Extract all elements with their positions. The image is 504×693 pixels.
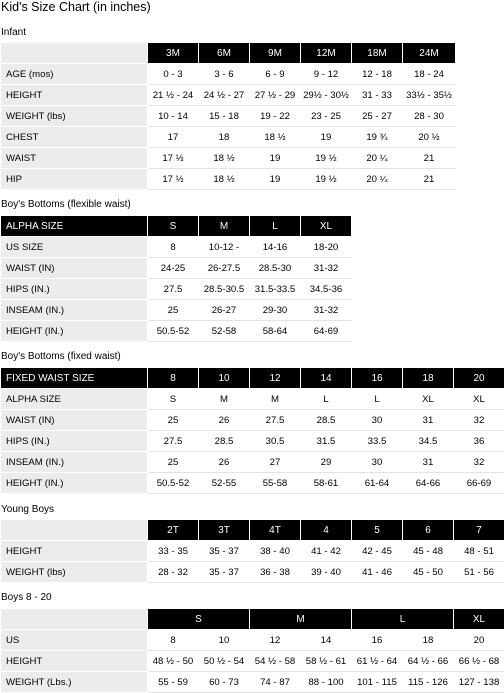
table-cell: 30 [352, 410, 403, 431]
table-row [1, 410, 504, 431]
table-cell: 58-61 [301, 473, 352, 494]
table-row [1, 321, 352, 342]
table-cell: 31-32 [301, 258, 352, 279]
row-label: HEIGHT [1, 651, 148, 672]
table-cell: 19 [250, 169, 301, 190]
table-cell: 27 ½ - 29 [250, 85, 301, 106]
table-cell: 20 ¼ [352, 148, 403, 169]
size-group-header: M [250, 609, 352, 630]
section-title-infant: Infant [1, 27, 27, 38]
table-cell: 28.5-30.5 [199, 279, 250, 300]
size-header: 12M [301, 43, 352, 64]
table-cell: 26-27.5 [199, 258, 250, 279]
header-blank [1, 520, 148, 541]
size-header: 4T [250, 520, 301, 541]
table-cell: 27.5 [250, 410, 301, 431]
size-header: 2T [148, 520, 199, 541]
table-cell: 48 ½ - 50 [148, 651, 199, 672]
header-row [1, 609, 504, 630]
table-cell: 17 ½ [148, 169, 199, 190]
row-label: INSEAM (IN.) [1, 452, 148, 473]
table-cell: S [148, 389, 199, 410]
table-cell: 36 - 38 [250, 562, 301, 583]
table-cell: 15 - 18 [199, 106, 250, 127]
table-cell: 21 [403, 169, 456, 190]
table-cell: 33½ - 35½ [403, 85, 456, 106]
table-cell: 21 ½ - 24 [148, 85, 199, 106]
table-cell: 60 - 73 [199, 672, 250, 693]
table-cell: 24 ½ - 27 [199, 85, 250, 106]
table-cell: 19 [250, 148, 301, 169]
table-cell: 23 - 25 [301, 106, 352, 127]
table-row [1, 106, 456, 127]
table-cell: 64 ½ - 66 [403, 651, 454, 672]
section-title-boys-bottoms-fixed: Boy's Bottoms (fixed waist) [1, 351, 121, 362]
table-cell: 26-27 [199, 300, 250, 321]
table-row [1, 672, 504, 693]
table-cell: 55 - 59 [148, 672, 199, 693]
header-row [1, 520, 504, 541]
size-header: XL [301, 216, 352, 237]
table-row [1, 389, 504, 410]
table-cell: L [352, 389, 403, 410]
section-title-young-boys: Young Boys [1, 504, 55, 515]
table-cell: 55-58 [250, 473, 301, 494]
table-cell: 14-16 [250, 237, 301, 258]
table-cell: 10 [199, 630, 250, 651]
size-header: 16 [352, 368, 403, 389]
table-row [1, 237, 352, 258]
table-cell: 12 [250, 630, 301, 651]
row-label: CHEST [1, 127, 148, 148]
table-cell: 31 [403, 410, 454, 431]
size-header: 3T [199, 520, 250, 541]
size-header: 3M [148, 43, 199, 64]
table-cell: 28 - 30 [403, 106, 456, 127]
table-row [1, 300, 352, 321]
table-cell: 17 ½ [148, 148, 199, 169]
table-cell: 18 - 24 [403, 64, 456, 85]
boys-bottoms-fixed-table [0, 367, 504, 494]
table-cell: 51 - 56 [454, 562, 504, 583]
row-label: AGE (mos) [1, 64, 148, 85]
table-cell: 3 - 6 [199, 64, 250, 85]
table-cell: 31 - 33 [352, 85, 403, 106]
row-label: US SIZE [1, 237, 148, 258]
table-cell: 36 [454, 431, 504, 452]
young-boys-table [0, 519, 504, 583]
table-row [1, 630, 504, 651]
table-cell: 41 - 46 [352, 562, 403, 583]
table-cell: XL [403, 389, 454, 410]
table-cell: 52-58 [199, 321, 250, 342]
size-header: 18M [352, 43, 403, 64]
table-cell: 32 [454, 452, 504, 473]
table-cell: 28 - 32 [148, 562, 199, 583]
table-row [1, 279, 352, 300]
table-cell: 42 - 45 [352, 541, 403, 562]
size-header: S [148, 216, 199, 237]
row-label: US [1, 630, 148, 651]
table-row [1, 85, 456, 106]
row-label: HEIGHT [1, 541, 148, 562]
table-cell: 24-25 [148, 258, 199, 279]
row-label: WEIGHT (lbs) [1, 562, 148, 583]
row-label: HIP [1, 169, 148, 190]
section-title-boys-8-20: Boys 8 - 20 [1, 592, 52, 603]
size-header: 20 [454, 368, 504, 389]
table-row [1, 169, 456, 190]
row-label: WAIST (IN) [1, 410, 148, 431]
table-cell: 45 - 50 [403, 562, 454, 583]
table-cell: 50.5-52 [148, 473, 199, 494]
row-label: ALPHA SIZE [1, 389, 148, 410]
section-title-boys-bottoms-flexible: Boy's Bottoms (flexible waist) [1, 199, 131, 210]
table-cell: 6 - 9 [250, 64, 301, 85]
table-cell: 18-20 [301, 237, 352, 258]
size-header: 6M [199, 43, 250, 64]
size-header: 7 [454, 520, 504, 541]
table-cell: 34.5-36 [301, 279, 352, 300]
table-cell: 115 - 126 [403, 672, 454, 693]
table-cell: 52-55 [199, 473, 250, 494]
table-row [1, 473, 504, 494]
table-cell: 58 ½ - 61 [301, 651, 352, 672]
table-cell: 48 - 51 [454, 541, 504, 562]
table-cell: 8 [148, 237, 199, 258]
row-label: WAIST [1, 148, 148, 169]
table-cell: 29-30 [250, 300, 301, 321]
table-cell: 38 - 40 [250, 541, 301, 562]
table-cell: 64-66 [403, 473, 454, 494]
size-header: 6 [403, 520, 454, 541]
table-cell: 0 - 3 [148, 64, 199, 85]
table-cell: 31 [403, 452, 454, 473]
table-cell: 74 - 87 [250, 672, 301, 693]
header-row [1, 368, 504, 389]
row-label: HEIGHT [1, 85, 148, 106]
table-cell: 66 ½ - 68 [454, 651, 504, 672]
table-row [1, 562, 504, 583]
table-cell: 12 - 18 [352, 64, 403, 85]
table-cell: 39 - 40 [301, 562, 352, 583]
table-cell: 25 [148, 300, 199, 321]
table-row [1, 64, 456, 85]
size-header: 8 [148, 368, 199, 389]
table-cell: 32 [454, 410, 504, 431]
table-cell: 30 [352, 452, 403, 473]
table-cell: 25 - 27 [352, 106, 403, 127]
table-cell: 28.5 [199, 431, 250, 452]
table-cell: 41 - 42 [301, 541, 352, 562]
table-cell: 50.5-52 [148, 321, 199, 342]
table-row [1, 452, 504, 473]
row-label: HEIGHT (IN.) [1, 473, 148, 494]
table-cell: 29½ - 30½ [301, 85, 352, 106]
size-header: 12 [250, 368, 301, 389]
size-group-header: L [352, 609, 454, 630]
table-cell: 50 ½ - 54 [199, 651, 250, 672]
size-header: 10 [199, 368, 250, 389]
size-header: 5 [352, 520, 403, 541]
table-cell: L [301, 389, 352, 410]
table-cell: 19 ½ [301, 148, 352, 169]
table-cell: 29 [301, 452, 352, 473]
table-cell: 19 ¾ [352, 127, 403, 148]
table-row [1, 431, 504, 452]
size-group-header: XL [454, 609, 504, 630]
size-header: 24M [403, 43, 456, 64]
table-cell: 14 [301, 630, 352, 651]
boys-8-20-table [0, 608, 504, 693]
table-cell: 26 [199, 410, 250, 431]
header-row [1, 216, 352, 237]
table-row [1, 541, 504, 562]
size-header: 9M [250, 43, 301, 64]
table-cell: 31.5-33.5 [250, 279, 301, 300]
row-label: HIPS (IN.) [1, 279, 148, 300]
table-cell: 25 [148, 410, 199, 431]
boys-bottoms-flexible-table [0, 215, 352, 342]
table-cell: 18 ½ [199, 169, 250, 190]
table-cell: 28.5-30 [250, 258, 301, 279]
table-cell: 10-12 - [199, 237, 250, 258]
table-cell: 88 - 100 [301, 672, 352, 693]
size-header: L [250, 216, 301, 237]
table-cell: 30.5 [250, 431, 301, 452]
size-header: 14 [301, 368, 352, 389]
row-label: WEIGHT (Lbs.) [1, 672, 148, 693]
table-cell: 58-64 [250, 321, 301, 342]
table-cell: 27 [250, 452, 301, 473]
table-cell: 28.5 [301, 410, 352, 431]
table-cell: 27.5 [148, 279, 199, 300]
table-cell: XL [454, 389, 504, 410]
table-cell: 8 [148, 630, 199, 651]
size-header: 4 [301, 520, 352, 541]
table-cell: 35 - 37 [199, 541, 250, 562]
table-cell: 19 [301, 127, 352, 148]
table-cell: 10 - 14 [148, 106, 199, 127]
table-cell: 66-69 [454, 473, 504, 494]
table-cell: 33 - 35 [148, 541, 199, 562]
table-cell: 20 [454, 630, 504, 651]
table-cell: 18 [199, 127, 250, 148]
table-cell: 45 - 48 [403, 541, 454, 562]
table-cell: 19 - 22 [250, 106, 301, 127]
table-cell: 25 [148, 452, 199, 473]
header-label: ALPHA SIZE [1, 216, 148, 237]
table-cell: M [250, 389, 301, 410]
table-cell: 31-32 [301, 300, 352, 321]
size-header: 18 [403, 368, 454, 389]
table-cell: M [199, 389, 250, 410]
table-cell: 31.5 [301, 431, 352, 452]
table-cell: 34.5 [403, 431, 454, 452]
table-cell: 18 ½ [199, 148, 250, 169]
table-cell: 19 ½ [301, 169, 352, 190]
row-label: HEIGHT (IN.) [1, 321, 148, 342]
table-cell: 127 - 138 [454, 672, 504, 693]
table-cell: 18 [403, 630, 454, 651]
header-label: FIXED WAIST SIZE [1, 368, 148, 389]
infant-size-table [0, 42, 456, 190]
table-cell: 18 ½ [250, 127, 301, 148]
table-cell: 61 ½ - 64 [352, 651, 403, 672]
table-cell: 26 [199, 452, 250, 473]
table-cell: 21 [403, 148, 456, 169]
size-header: M [199, 216, 250, 237]
table-row [1, 127, 456, 148]
table-row [1, 651, 504, 672]
row-label: WEIGHT (lbs) [1, 106, 148, 127]
table-cell: 35 - 37 [199, 562, 250, 583]
table-cell: 17 [148, 127, 199, 148]
row-label: HIPS (IN.) [1, 431, 148, 452]
table-row [1, 258, 352, 279]
table-cell: 20 ¼ [352, 169, 403, 190]
table-cell: 101 - 115 [352, 672, 403, 693]
table-cell: 27.5 [148, 431, 199, 452]
table-cell: 61-64 [352, 473, 403, 494]
table-cell: 16 [352, 630, 403, 651]
table-cell: 54 ½ - 58 [250, 651, 301, 672]
size-group-header: S [148, 609, 250, 630]
table-row [1, 148, 456, 169]
row-label: INSEAM (IN.) [1, 300, 148, 321]
page-title: Kid's Size Chart (in inches) [1, 0, 151, 14]
table-cell: 9 - 12 [301, 64, 352, 85]
table-cell: 33.5 [352, 431, 403, 452]
header-blank [1, 43, 148, 64]
header-row [1, 43, 456, 64]
table-cell: 20 ½ [403, 127, 456, 148]
row-label: WAIST (IN) [1, 258, 148, 279]
header-blank [1, 609, 148, 630]
table-cell: 64-69 [301, 321, 352, 342]
